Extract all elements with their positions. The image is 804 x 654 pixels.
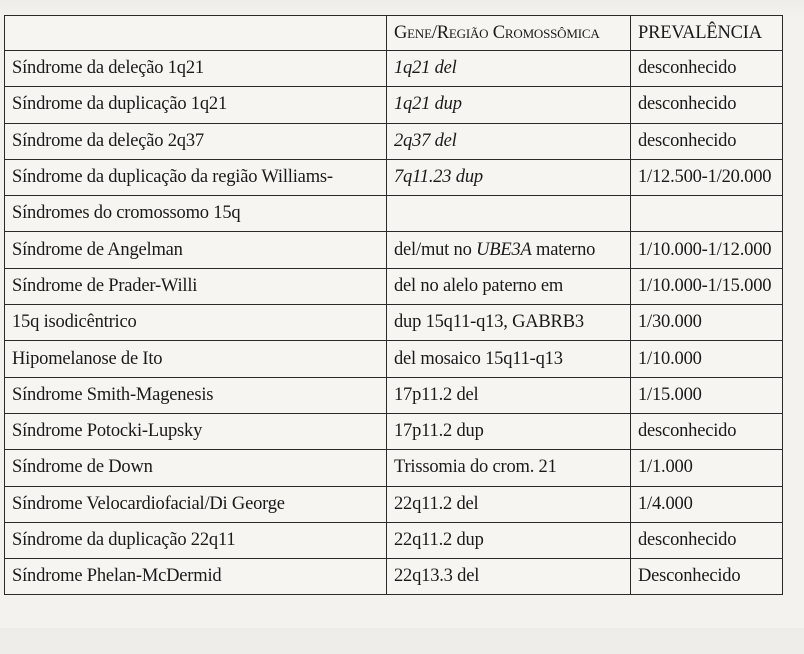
cell-prevalence: desconhecido (631, 123, 783, 159)
cell-prevalence: desconhecido (631, 87, 783, 123)
table-row (5, 341, 783, 377)
header-gene-region: Gene/Região Cromossômica (387, 16, 631, 51)
table-row (5, 305, 783, 341)
cell-prevalence: Desconhecido (631, 559, 783, 595)
cell-syndrome: Síndrome Potocki-Lupsky (5, 413, 387, 449)
cell-gene: 17p11.2 del (387, 377, 631, 413)
cell-syndrome: Síndromes do cromossomo 15q (5, 196, 387, 232)
table-row (5, 522, 783, 558)
cell-prevalence: 1/4.000 (631, 486, 783, 522)
table-row (5, 486, 783, 522)
table-header-row (5, 16, 783, 51)
cell-gene (387, 196, 631, 232)
cell-gene: Trissomia do crom. 21 (387, 450, 631, 486)
syndrome-table (4, 15, 783, 595)
table-row (5, 232, 783, 268)
gene-prefix: del/mut no (394, 239, 477, 260)
cell-prevalence (631, 196, 783, 232)
cell-gene: 22q13.3 del (387, 559, 631, 595)
cell-prevalence: desconhecido (631, 51, 783, 87)
cell-gene: 17p11.2 dup (387, 413, 631, 449)
cell-syndrome: Síndrome da duplicação da região Williams- (5, 159, 387, 195)
cell-syndrome: Síndrome Smith-Magenesis (5, 377, 387, 413)
cell-prevalence: 1/15.000 (631, 377, 783, 413)
table-row (5, 268, 783, 304)
table-row (5, 87, 783, 123)
cell-syndrome: Síndrome Phelan-McDermid (5, 559, 387, 595)
cell-gene (387, 232, 631, 268)
cell-syndrome: Hipomelanose de Ito (5, 341, 387, 377)
cell-prevalence: 1/1.000 (631, 450, 783, 486)
cell-syndrome: Síndrome da duplicação 22q11 (5, 522, 387, 558)
cell-prevalence: desconhecido (631, 522, 783, 558)
cell-syndrome: Síndrome de Down (5, 450, 387, 486)
cell-syndrome: Síndrome da deleção 2q37 (5, 123, 387, 159)
table-row (5, 123, 783, 159)
cell-prevalence: 1/12.500-1/20.000 (631, 159, 783, 195)
cell-syndrome: Síndrome Velocardiofacial/Di George (5, 486, 387, 522)
gene-suffix: materno (531, 239, 596, 260)
cell-syndrome: Síndrome de Prader-Willi (5, 268, 387, 304)
cell-gene: 1q21 del (387, 51, 631, 87)
header-syndrome (5, 16, 387, 51)
cell-gene: 2q37 del (387, 123, 631, 159)
cell-gene: dup 15q11-q13, GABRB3 (387, 305, 631, 341)
cell-gene: 22q11.2 dup (387, 522, 631, 558)
table-row (5, 559, 783, 595)
table-row (5, 196, 783, 232)
cell-syndrome: Síndrome de Angelman (5, 232, 387, 268)
cell-prevalence: 1/10.000 (631, 341, 783, 377)
cell-gene: 22q11.2 del (387, 486, 631, 522)
cell-syndrome: Síndrome da deleção 1q21 (5, 51, 387, 87)
cell-prevalence: desconhecido (631, 413, 783, 449)
cell-gene: del no alelo paterno em (387, 268, 631, 304)
cropped-next-line (0, 628, 804, 654)
cell-gene: 1q21 dup (387, 87, 631, 123)
gene-name-italic: UBE3A (476, 239, 532, 260)
table-row (5, 51, 783, 87)
cell-prevalence: 1/10.000-1/15.000 (631, 268, 783, 304)
cell-syndrome: Síndrome da duplicação 1q21 (5, 87, 387, 123)
cell-prevalence: 1/10.000-1/12.000 (631, 232, 783, 268)
table-row (5, 159, 783, 195)
cell-gene: 7q11.23 dup (387, 159, 631, 195)
table-row (5, 377, 783, 413)
table-row (5, 450, 783, 486)
table-row (5, 413, 783, 449)
cell-gene: del mosaico 15q11-q13 (387, 341, 631, 377)
header-prevalence: PREVALÊNCIA (631, 16, 783, 51)
cell-syndrome: 15q isodicêntrico (5, 305, 387, 341)
cell-prevalence: 1/30.000 (631, 305, 783, 341)
